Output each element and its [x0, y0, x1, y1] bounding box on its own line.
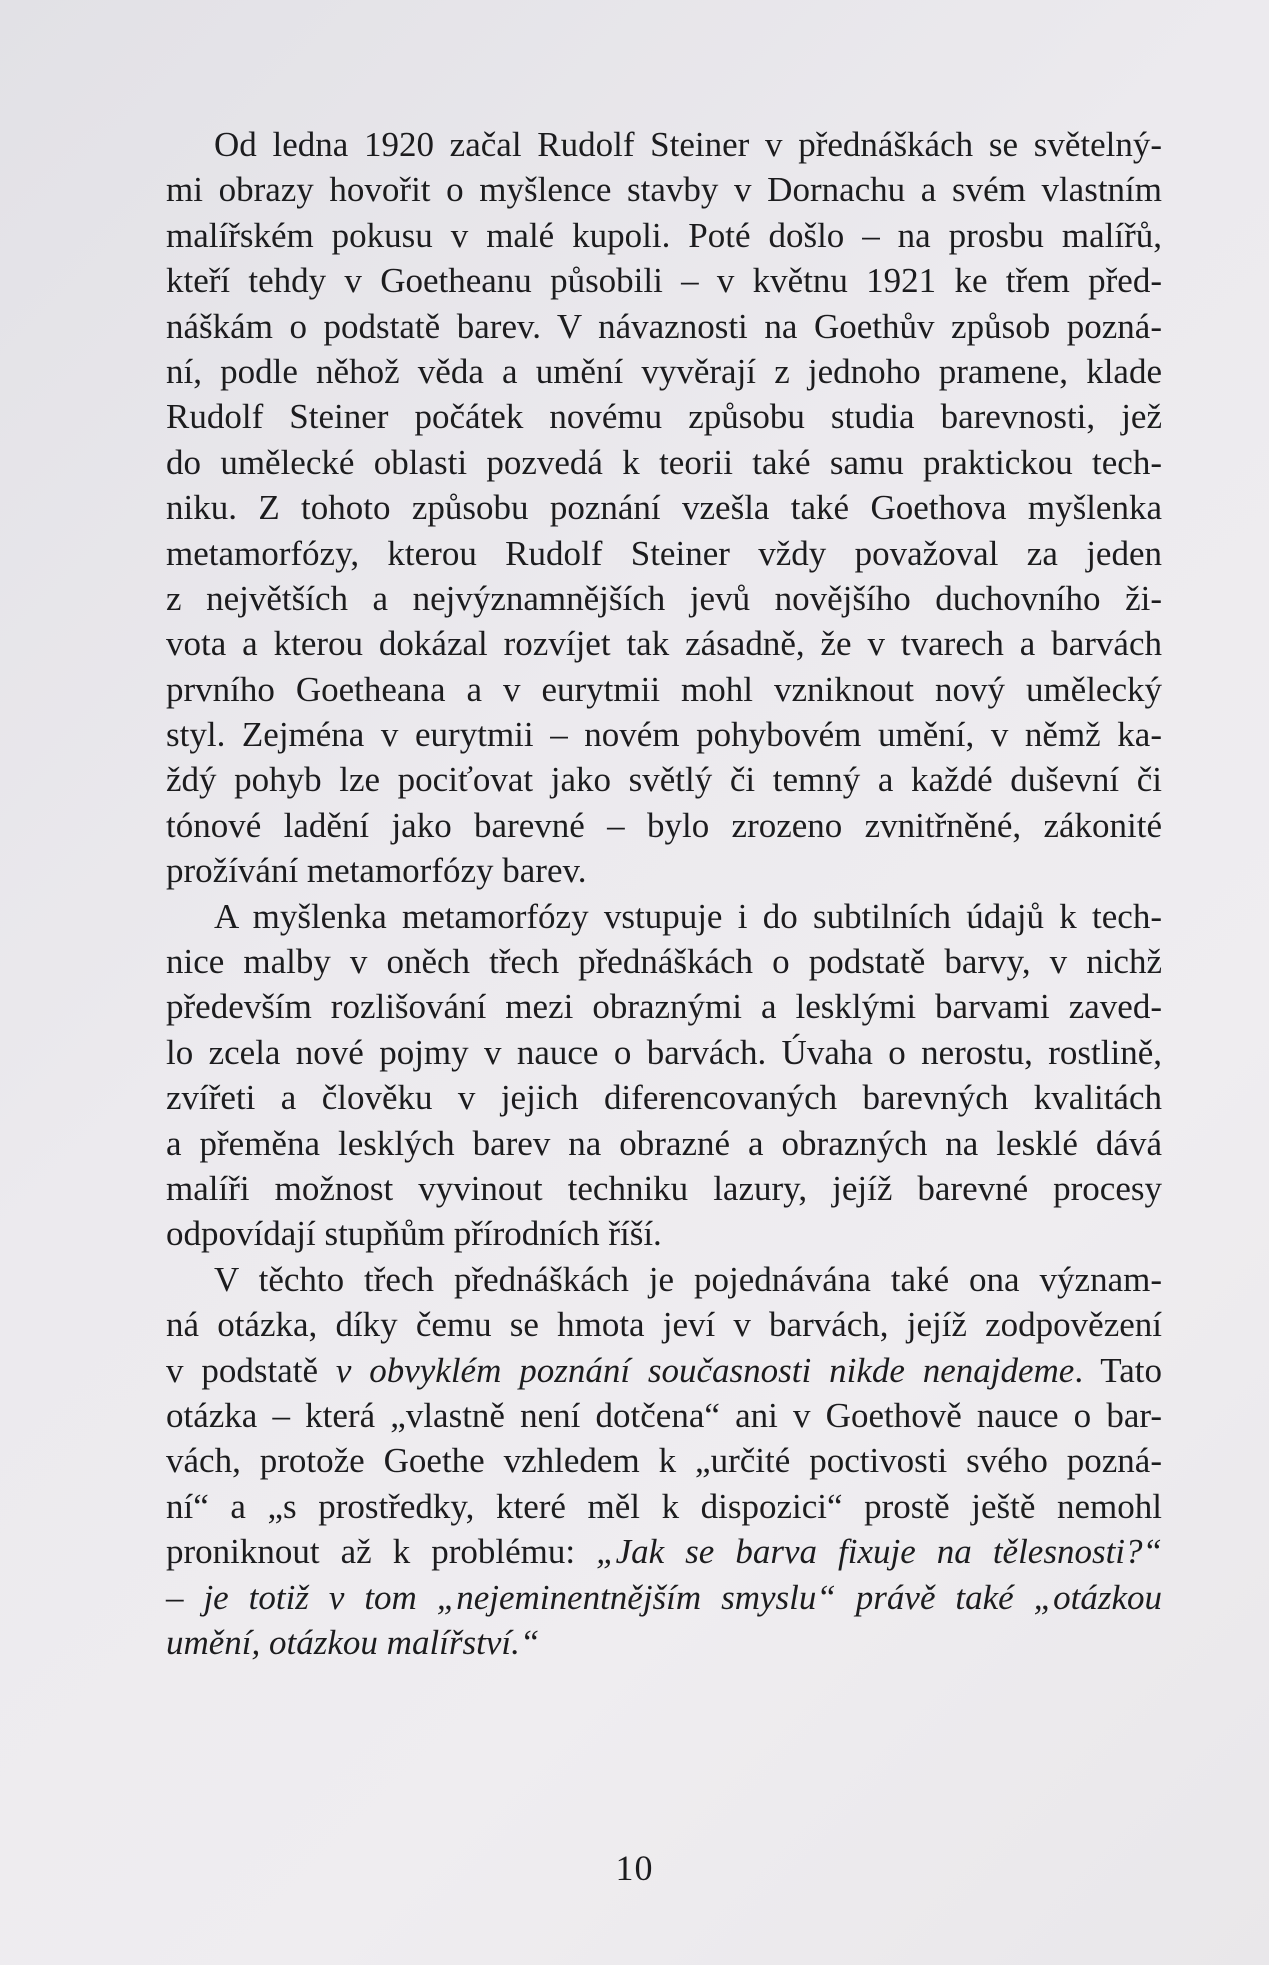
text-run: A myšlenka metamorfózy vstupuje i do subtilních údajů k tech-	[214, 896, 1162, 936]
text-run: prožívání metamorfózy barev.	[166, 851, 587, 891]
text-line	[166, 167, 1162, 212]
text-line	[166, 894, 1162, 939]
text-run: náškám o podstatě barev. V návaznosti na Goethův způsob pozná-	[166, 306, 1162, 346]
text-run: ní, podle něhož věda a umění vyvěrají z jednoho pramene, klade	[166, 351, 1162, 391]
text-line	[166, 803, 1162, 848]
text-run: malíři možnost vyvinout techniku lazury, jejíž barevné procesy	[166, 1168, 1162, 1208]
text-run: . Tato	[1074, 1350, 1163, 1390]
text-line	[166, 531, 1162, 576]
text-run: metamorfózy, kterou Rudolf Steiner vždy považoval za jeden	[166, 533, 1162, 573]
text-line	[166, 1438, 1162, 1483]
text-run: ná otázka, díky čemu se hmota jeví v barvách, jejíž zodpovězení	[166, 1305, 1162, 1345]
text-run: tónové ladění jako barevné – bylo zrozeno zvnitřněné, zákonité	[166, 805, 1162, 845]
text-run: vách, protože Goethe vzhledem k „určité poctivosti svého pozná-	[166, 1441, 1162, 1481]
text-line	[166, 848, 1162, 893]
text-line	[166, 667, 1162, 712]
paragraph	[166, 1257, 1162, 1666]
italic-text: „Jak se barva fixuje na tělesnosti?“	[596, 1532, 1162, 1572]
text-run: v podstatě	[166, 1350, 336, 1390]
text-line	[166, 213, 1162, 258]
text-run: prvního Goetheana a v eurytmii mohl vzniknout nový umělecký	[166, 669, 1162, 709]
text-run: Rudolf Steiner počátek novému způsobu studia barevnosti, jež	[166, 397, 1162, 437]
text-run: V těchto třech přednáškách je pojednávána také ona význam-	[214, 1259, 1162, 1299]
paragraph	[166, 122, 1162, 894]
text-line	[166, 1348, 1162, 1393]
text-run: mi obrazy hovořit o myšlence stavby v Dornachu a svém vlastním	[166, 170, 1162, 210]
text-line	[166, 394, 1162, 439]
text-run: malířském pokusu v malé kupoli. Poté došlo – na prosbu malířů,	[166, 215, 1162, 255]
italic-text: v obvyklém poznání současnosti nikde nenajdeme	[335, 1350, 1075, 1390]
text-line	[166, 440, 1162, 485]
text-line	[166, 1393, 1162, 1438]
text-line	[166, 757, 1162, 802]
text-run: do umělecké oblasti pozvedá k teorii také samu praktickou tech-	[166, 442, 1162, 482]
text-line	[166, 485, 1162, 530]
text-run: Od ledna 1920 začal Rudolf Steiner v přednáškách se světelný-	[214, 125, 1162, 164]
text-line	[166, 1121, 1162, 1166]
text-run: odpovídají stupňům přírodních říší.	[166, 1214, 662, 1254]
text-run: lo zcela nové pojmy v nauce o barvách. Úvaha o nerostu, rostlině,	[166, 1032, 1162, 1072]
text-line	[166, 1302, 1162, 1347]
text-line	[166, 1484, 1162, 1529]
text-run: vota a kterou dokázal rozvíjet tak zásadně, že v tvarech a barvách	[166, 624, 1162, 664]
page-body	[166, 122, 1162, 1665]
text-line	[166, 304, 1162, 349]
page-number: 10	[615, 1848, 654, 1888]
text-line	[166, 1575, 1162, 1620]
text-run: a přeměna lesklých barev na obrazné a obrazných na lesklé dává	[166, 1123, 1162, 1163]
text-run: niku. Z tohoto způsobu poznání vzešla také Goethova myšlenka	[166, 488, 1162, 528]
text-line	[166, 712, 1162, 757]
text-line	[166, 939, 1162, 984]
paragraph	[166, 894, 1162, 1257]
text-line	[166, 1257, 1162, 1302]
text-line	[166, 984, 1162, 1029]
text-run: především rozlišování mezi obraznými a lesklými barvami zaved-	[166, 987, 1162, 1027]
text-line	[166, 1620, 1162, 1665]
text-line	[166, 122, 1162, 167]
italic-text: – je totiž v tom „nejeminentnějším smyslu“ právě také „otázkou	[166, 1577, 1162, 1617]
text-line	[166, 258, 1162, 303]
text-run: zvířeti a člověku v jejich diferencovaných barevných kvalitách	[166, 1078, 1162, 1118]
text-line	[166, 1075, 1162, 1120]
text-run: kteří tehdy v Goetheanu působili – v květnu 1921 ke třem před-	[166, 261, 1162, 301]
text-line	[166, 1211, 1162, 1256]
text-run: proniknout až k problému:	[166, 1532, 597, 1572]
text-run: otázka – která „vlastně není dotčena“ ani v Goethově nauce o bar-	[166, 1395, 1162, 1435]
text-line	[166, 1529, 1162, 1574]
italic-text: umění, otázkou malířství.“	[166, 1622, 540, 1662]
text-run: nice malby v oněch třech přednáškách o podstatě barvy, v nichž	[166, 942, 1162, 982]
text-run: ní“ a „s prostředky, které měl k dispozici“ prostě ještě nemohl	[166, 1486, 1162, 1526]
text-run: styl. Zejména v eurytmii – novém pohybovém umění, v němž ka-	[166, 715, 1162, 755]
text-line	[166, 1030, 1162, 1075]
text-line	[166, 1166, 1162, 1211]
text-line	[166, 349, 1162, 394]
text-run: z největších a nejvýznamnějších jevů novějšího duchovního ži-	[166, 578, 1162, 618]
text-line	[166, 621, 1162, 666]
text-line	[166, 576, 1162, 621]
text-run: ždý pohyb lze pociťovat jako světlý či temný a každé duševní či	[166, 760, 1162, 800]
